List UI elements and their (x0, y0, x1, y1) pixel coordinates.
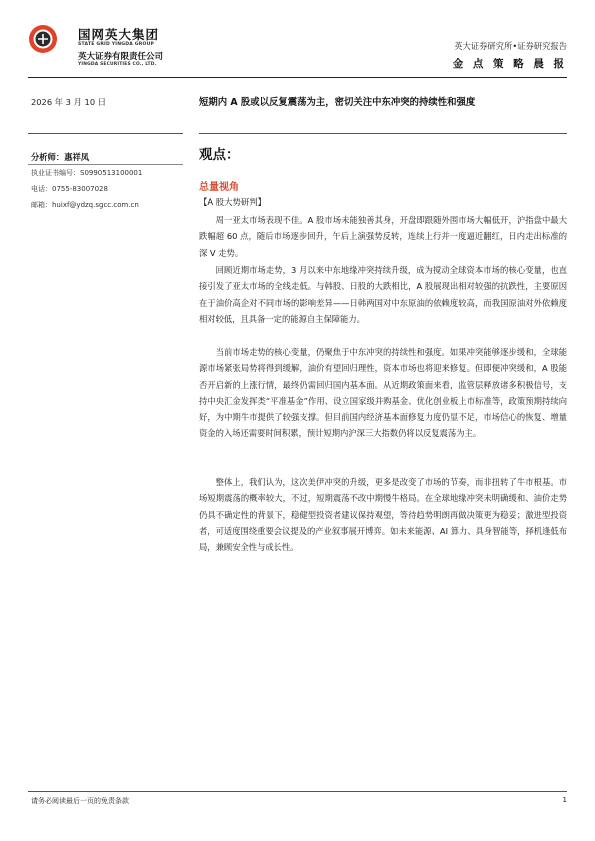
date-divider (28, 133, 183, 134)
header-organization: 英大证券研究所•证券研究报告 (454, 41, 567, 51)
header-divider (28, 77, 567, 78)
paragraph-3: 当前市场走势的核心变量，仍聚焦于中东冲突的持续性和强度。如果冲突能够逐步缓和，全球能源市场紧张局势将得到缓解，油价有望回归理性，资本市场也将迎来修复。但即便冲突缓和，A 股能否开启新的上涨行情，最终仍需回归国内基本面。从近期政策面来看，监管层释放诸多积极信号，支持中央汇金发挥类“平准基金”作用、设立国家级并购基金、优化创业板上市标准等，政策预期持续向好，为中期牛市提供了较强支撑。但目前国内经济基本面修复力度仍显不足，市场信心的恢复、增量资金的入场还需要时间积累，预计短期内沪深三大指数仍将以反复震荡为主。 (199, 347, 567, 439)
logo-company-name: 英大证券有限责任公司 (78, 52, 164, 62)
page-number: 1 (562, 796, 567, 804)
header-report-type: 金 点 策 略 晨 报 (452, 58, 567, 70)
footer-disclaimer-note: 请务必阅读最后一页的免责条款 (31, 797, 129, 805)
analyst-phone: 电话：0755-83007028 (31, 185, 108, 193)
paragraph-4: 整体上，我们认为，这次美伊冲突的升级，更多是改变了市场的节奏，而非扭转了牛市根基。市场短期震荡的概率较大，不过，短期震荡不改中期慢牛格局。在全球地缘冲突未明确缓和、油价走势仍具不确定性的背景下，稳健型投资者建议保持观望，等待趋势明朗再做决策更为稳妥；激进型投资者，可适度围绕重要会议提及的产业叙事展开博弈。如未来能源、AI 算力、具身智能等，择机逢低布局，兼顾安全性与成长性。 (199, 477, 567, 553)
sub-title: 【A 股大势研判】 (199, 197, 267, 207)
view-title: 观点： (199, 147, 240, 163)
logo-group-name: 国网英大集团 (78, 27, 160, 42)
analyst-cert: 执业证书编号：S0990513100001 (31, 169, 143, 177)
logo-group-name-en: STATE GRID YINGDA GROUP (78, 42, 155, 47)
logo-company-name-en: YINGDA SECURITIES CO., LTD. (78, 62, 157, 67)
section-title: 总量视角 (199, 182, 239, 193)
analyst-name: 分析师：惠祥凤 (31, 152, 90, 162)
footer-divider (28, 791, 567, 792)
paragraph-2: 回顾近期市场走势，3 月以来中东地缘冲突持续升级，成为搅动全球资本市场的核心变量，也直接引发了亚太市场的全线走低。与韩股、日股的大跌相比，A 股展现出相对较强的抗跌性，主要原因在于油价高企对不同市场的影响差异——日韩两国对中东原油的依赖度较高，而我国原油对外依赖度相对较低，且具备一定的能源自主保障能力。 (199, 265, 567, 324)
report-date: 2026 年 3 月 10 日 (31, 97, 107, 107)
analyst-email: 邮箱：huixf@ydzq.sgcc.com.cn (31, 201, 139, 209)
analyst-divider (28, 164, 183, 165)
headline-divider (199, 133, 567, 134)
report-headline: 短期内 A 股或以反复震荡为主，密切关注中东冲突的持续性和强度 (199, 97, 476, 108)
paragraph-1: 周一亚太市场表现不佳。A 股市场未能独善其身，开盘即跟随外围市场大幅低开，沪指盘中最大跌幅超 60 点，随后市场逐步回升，午后上演强势反转，连续上行并一度逼近翻红，日内走出标准的深 V 走势。 (199, 215, 567, 258)
company-logo-icon (28, 24, 58, 54)
